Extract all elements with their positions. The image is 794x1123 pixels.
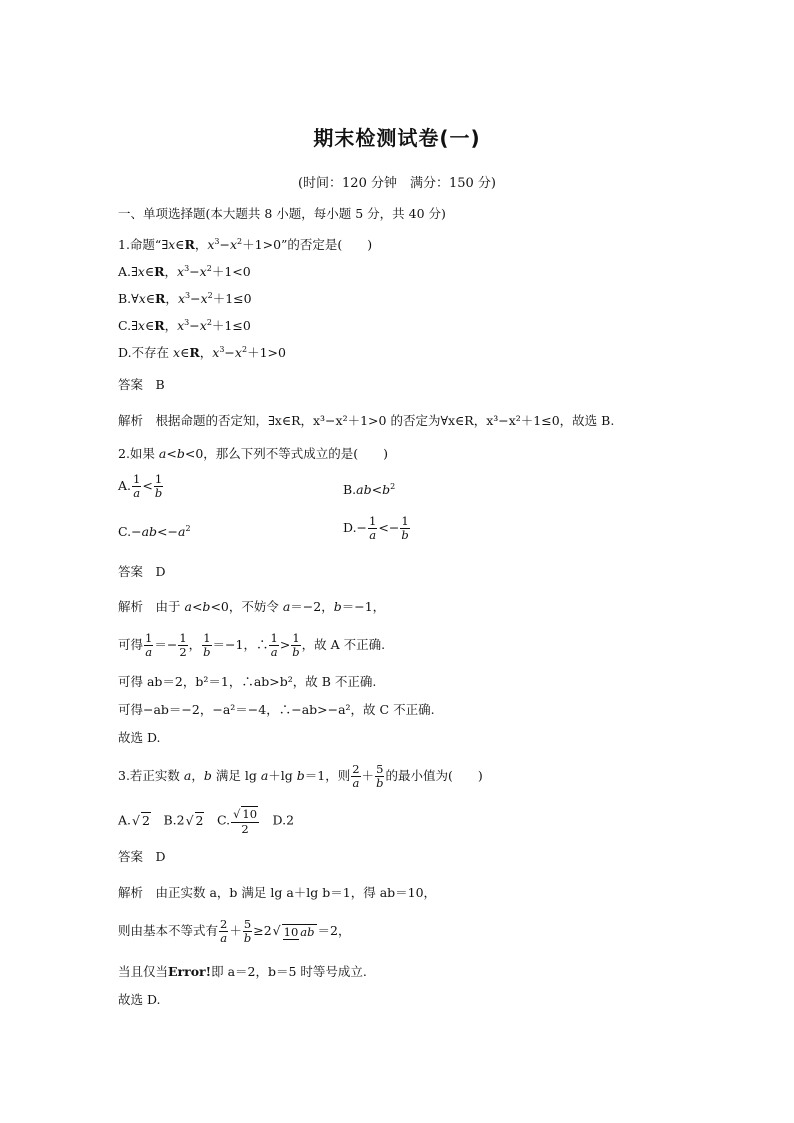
fraction: 10 ab xyxy=(283,924,315,939)
fraction: $\frac{5}{b}$ xyxy=(243,917,252,945)
q2-analysis-line5: 故选 D. xyxy=(118,730,161,745)
fraction: $\frac{5}{b}$ xyxy=(376,762,384,790)
q2-analysis-line2: 可得 $\frac{1}{a}$ ＝− $\frac{1}{2}$ ， $\frac{1}{b}$ ＝−1，∴ $\frac{1}{a}$ > $\frac{1}{b}$ ，故 A 不正确. xyxy=(118,631,386,659)
q2-stem: 2.如果 a<b<0，那么下列不等式成立的是( ) xyxy=(118,446,389,461)
fraction: $\frac{1}{b}$ xyxy=(154,472,163,500)
q3-analysis-line1: 解析 由正实数 a，b 满足 lg a＋lg b＝1，得 ab＝10， xyxy=(118,885,437,900)
fraction: $\frac{1}{b}$ xyxy=(401,514,409,542)
q1-option-a: A.∃x∈R，$x^3-x^2+1<0$ xyxy=(118,264,251,279)
q2-analysis-line3: 可得 ab＝2，b²＝1，∴ab>b²，故 B 不正确. xyxy=(118,674,377,689)
q3-options: A.√ 2 B.2√ 2 C. $\frac{√ 10}{2}$ D.2 xyxy=(118,807,295,836)
fraction: $\frac{1}{a}$ xyxy=(270,631,278,659)
q3-analysis-line2: 则由基本不等式有 $\frac{2}{a}$ ＋ $\frac{5}{b}$ ≥2√ 10 ab ＝2， xyxy=(118,917,351,945)
page-title: 期末检测试卷(一) xyxy=(313,126,481,150)
fraction: $\frac{1}{a}$ xyxy=(369,514,377,542)
q2-analysis-line1: 解析 由于 a<b<0，不妨令 a＝−2，b＝−1， xyxy=(118,599,386,614)
q1-option-c: C.∃x∈R，$x^3-x^2+1\le 0$ xyxy=(118,318,251,333)
q2-option-c: $C.-ab<-a^2$ xyxy=(118,524,191,539)
q1-analysis: 解析 根据命题的否定知，∃x∈R，x³−x²＋1>0 的否定为∀x∈R，x³−x²＋1≤0，故选 B. xyxy=(118,413,615,428)
fraction: $\frac{1}{a}$ xyxy=(145,631,153,659)
q3-analysis-line3: 当且仅当Error!即 a＝2，b＝5 时等号成立. xyxy=(118,964,367,979)
q2-answer: 答案 D xyxy=(118,564,166,579)
fraction: $\frac{2}{a}$ xyxy=(220,917,228,945)
q3-analysis-line4: 故选 D. xyxy=(118,992,161,1007)
fraction: $\frac{√ 10}{2}$ xyxy=(233,807,258,836)
q2-option-a: A. $\frac{1}{a}$ < $\frac{1}{b}$ xyxy=(118,472,163,500)
q2-option-b: $B.ab<b^2$ xyxy=(343,482,396,497)
fraction: $\frac{1}{2}$ xyxy=(179,631,187,659)
q3-stem: 3.若正实数 a，b 满足 lg a＋lg b＝1，则 $\frac{2}{a}$ ＋ $\frac{5}{b}$ 的最小值为( ) xyxy=(118,762,483,790)
q3-answer: 答案 D xyxy=(118,849,166,864)
fraction: $\frac{1}{a}$ xyxy=(133,472,141,500)
q1-answer: 答案 B xyxy=(118,377,165,392)
q2-option-d: D.− $\frac{1}{a}$ <− $\frac{1}{b}$ xyxy=(343,514,409,542)
fraction: $\frac{2}{a}$ xyxy=(352,762,360,790)
q1-stem: 1.命题“∃x∈R，$x^3-x^2+1>0$”的否定是( ) xyxy=(118,237,373,252)
fraction: $\frac{1}{b}$ xyxy=(292,631,300,659)
fraction: $\frac{1}{b}$ xyxy=(203,631,211,659)
exam-time-score: (时间：120 分钟 满分：150 分) xyxy=(297,176,497,191)
q2-analysis-line4: 可得−ab＝−2，−a²＝−4，∴−ab>−a²，故 C 不正确. xyxy=(118,702,435,717)
q1-option-b: B.∀x∈R，$x^3-x^2+1\le 0$ xyxy=(118,291,252,306)
q1-option-d: D.不存在 x∈R，$x^3-x^2+1>0$ xyxy=(118,345,286,360)
section-heading: 一、单项选择题(本大题共 8 小题，每小题 5 分，共 40 分) xyxy=(118,206,446,221)
